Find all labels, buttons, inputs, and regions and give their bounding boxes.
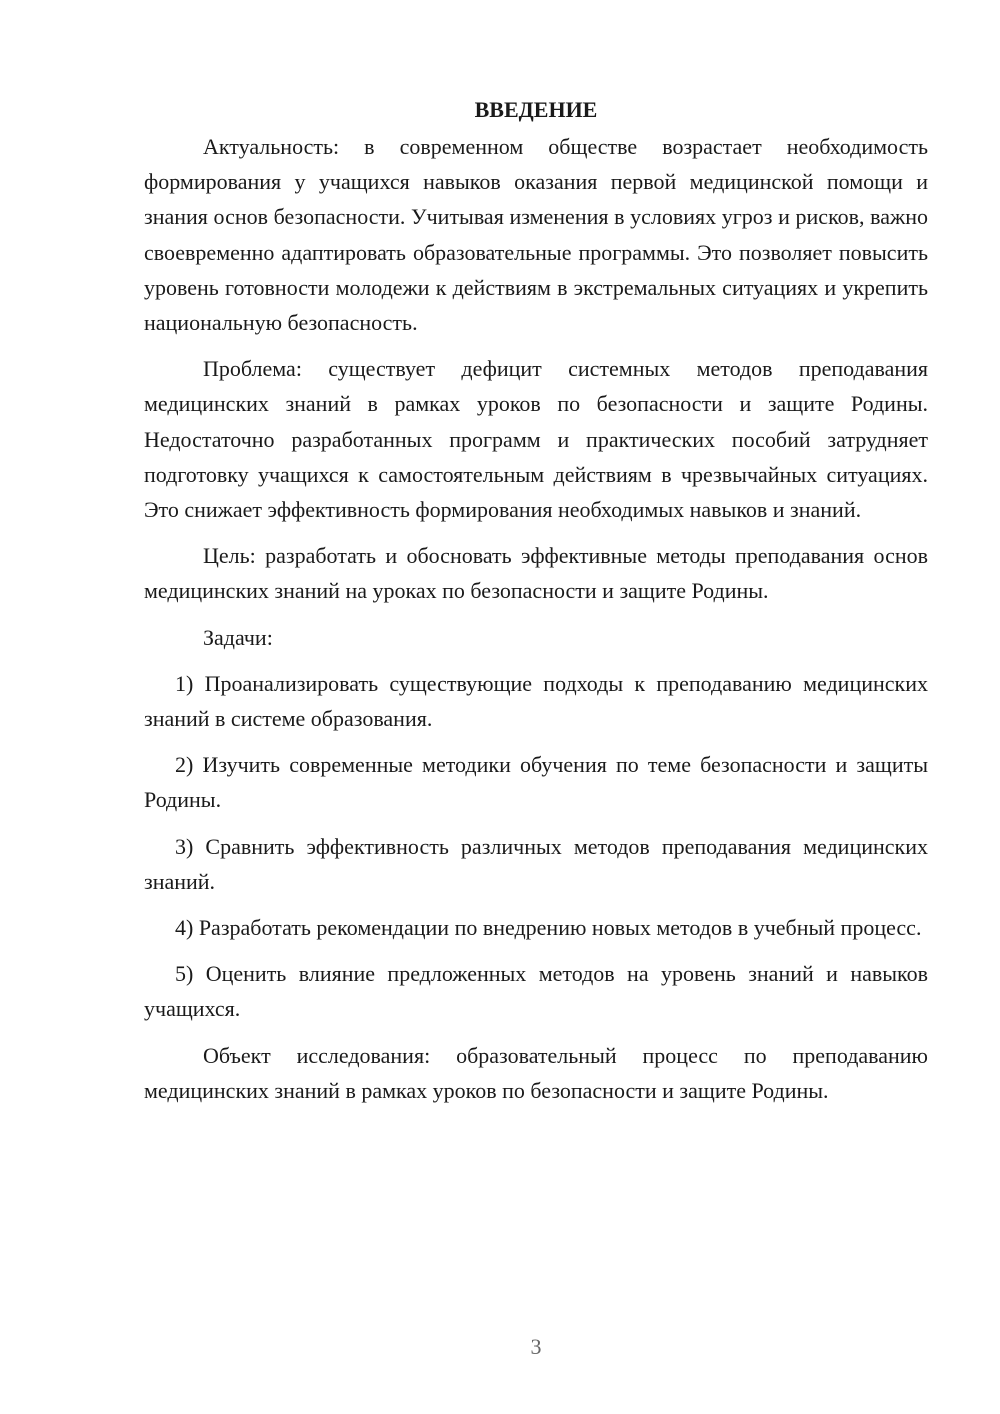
page-number: 3 (530, 1334, 542, 1359)
object-paragraph: Объект исследования: образовательный процесс по преподаванию медицинских знаний в рамках уроков по безопасности и защите Родины. (144, 1042, 928, 1103)
problem-paragraph: Проблема: существует дефицит системных методов преподавания медицинских знаний в рамках уроков по безопасности и защите Родины. Недостаточно разработанных программ и практических пособий затрудняет подготовку учащихся к самостоятельным действиям в чрезвычайных ситуациях. Это снижает эффективность формирования необходимых навыков и знаний. (144, 356, 928, 523)
task-item: 3) Сравнить эффективность различных методов преподавания медицинских знаний. (144, 833, 928, 894)
goal-paragraph: Цель: разработать и обосновать эффективные методы преподавания основ медицинских знаний на уроках по безопасности и защите Родины. (144, 543, 928, 604)
document-page (144, 92, 928, 1108)
task-item: 2) Изучить современные методики обучения по теме безопасности и защиты Родины. (144, 752, 928, 813)
task-item: 1) Проанализировать существующие подходы к преподаванию медицинских знаний в системе образования. (144, 670, 928, 732)
task-item: 4) Разработать рекомендации по внедрению новых методов в учебный процесс. (175, 915, 922, 941)
relevance-paragraph: Актуальность: в современном обществе возрастает необходимость формирования у учащихся навыков оказания первой медицинской помощи и знания основ безопасности. Учитывая изменения в условиях угроз и рисков, важно своевременно адаптировать образовательные программы. Это позволяет повысить уровень готовности молодежи к действиям в экстремальных ситуациях и укрепить национальную безопасность. (144, 134, 928, 336)
task-item: 5) Оценить влияние предложенных методов на уровень знаний и навыков учащихся. (144, 961, 928, 1022)
section-heading: ВВЕДЕНИЕ (474, 97, 598, 122)
tasks-label: Задачи: (203, 624, 273, 650)
